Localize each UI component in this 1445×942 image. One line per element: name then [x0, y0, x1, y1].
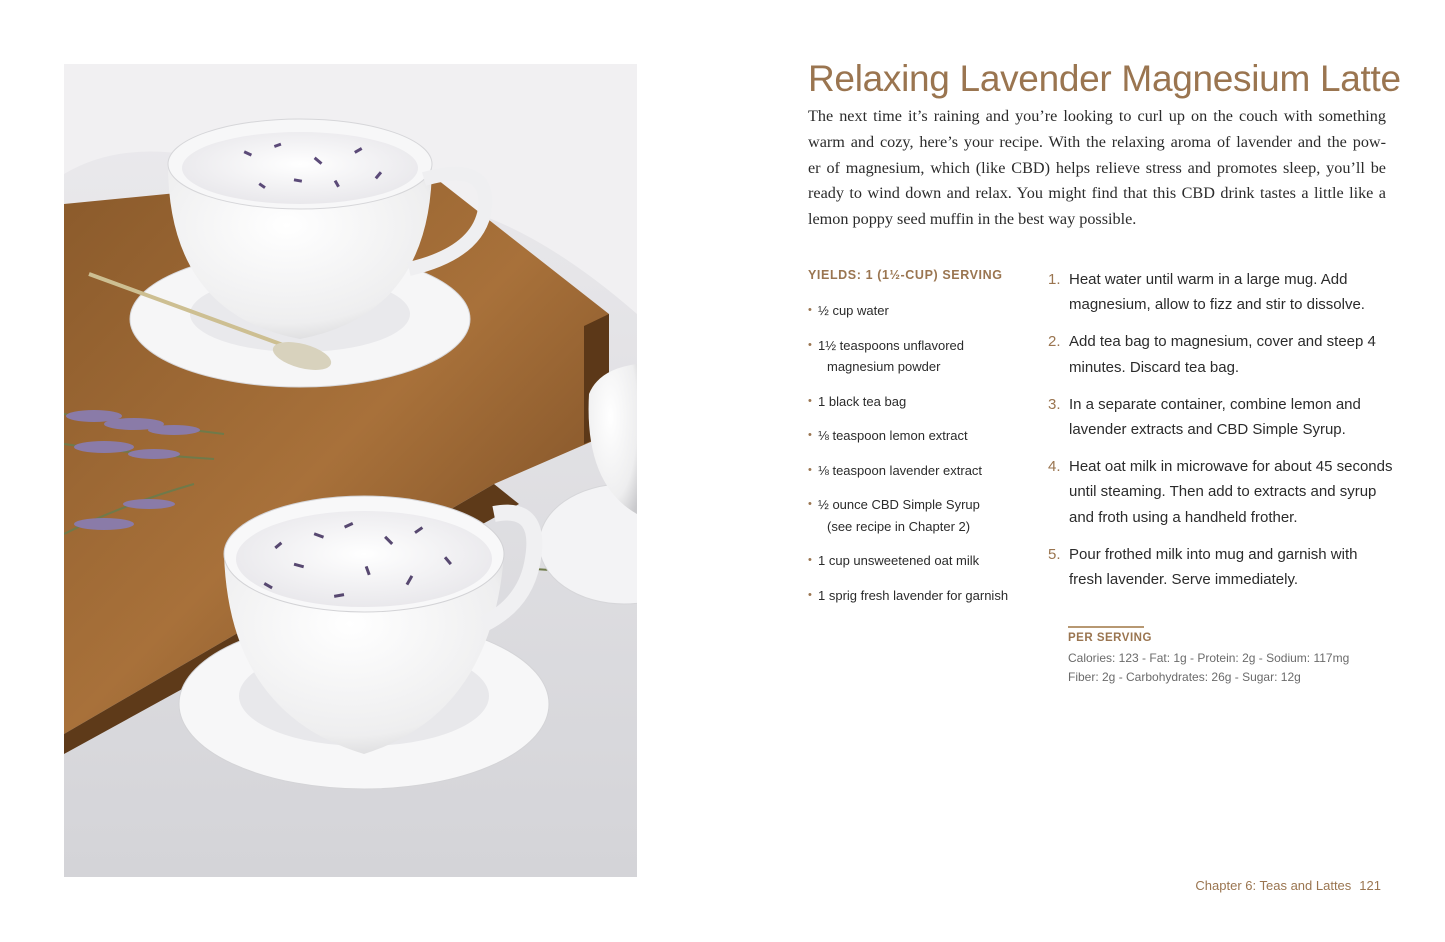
- step-item: 5. Pour frothed milk into mug and garnish with fresh lavender. Serve immediately.: [1048, 542, 1388, 592]
- bullet-icon: •: [808, 588, 812, 601]
- intro-line: lemon poppy seed muffin in the best way possible.: [808, 210, 1137, 229]
- ingredient-item: • ½ cup water: [808, 300, 1028, 322]
- intro-line: ready to wind down and relax. You might find that this CBD drink tastes a little like a: [808, 184, 1386, 203]
- step-number: 2.: [1048, 333, 1061, 351]
- ingredient-item: • 1½ teaspoons unflavored magnesium powder: [808, 335, 1028, 378]
- page-number: 121: [1359, 878, 1381, 893]
- recipe-title: Relaxing Lavender Magnesium Latte: [808, 58, 1401, 99]
- bullet-icon: •: [808, 304, 812, 316]
- recipe-photo: [64, 64, 637, 877]
- intro-line: The next time it’s raining and you’re looking to curl up on the couch with something: [808, 107, 1386, 125]
- step-item: 2. Add tea bag to magnesium, cover and steep 4 minutes. Discard tea bag.: [1048, 329, 1388, 379]
- ingredient-item: • ⅛ teaspoon lemon extract: [808, 425, 1028, 447]
- ingredient-item: • 1 cup unsweetened oat milk: [808, 550, 1028, 572]
- bullet-icon: •: [808, 429, 812, 441]
- intro-line: warm and cozy, here’s your recipe. With the relaxing aroma of lavender and the pow-: [808, 132, 1386, 151]
- bullet-icon: •: [808, 498, 812, 510]
- recipe-intro: [808, 104, 1386, 233]
- nutrition-line: Calories: 123 - Fat: 1g - Protein: 2g - Sodium: 117mg: [1068, 651, 1350, 665]
- ingredient-item: • ⅛ teaspoon lavender extract: [808, 460, 1028, 482]
- intro-line: er of magnesium, which (like CBD) helps relieve stress and promotes sleep, you’ll be: [808, 158, 1386, 177]
- bullet-icon: •: [808, 554, 812, 566]
- yields-heading: YIELDS: 1 (1½-CUP) SERVING: [808, 268, 1003, 282]
- step-item: 1. Heat water until warm in a large mug. Add magnesium, allow to fizz and stir to dissolve.: [1048, 267, 1388, 317]
- bullet-icon: •: [808, 394, 812, 407]
- bullet-icon: •: [808, 463, 812, 476]
- step-item: 4. Heat oat milk in microwave for about 45 seconds until steaming. Then add to extracts and syrup and froth using a handheld frother.: [1048, 454, 1388, 530]
- divider: [1068, 626, 1144, 628]
- chapter-label: Chapter 6: Teas and Lattes: [1195, 878, 1352, 893]
- nutrition-facts: [1068, 649, 1349, 687]
- ingredient-item: • ½ ounce CBD Simple Syrup (see recipe in Chapter 2): [808, 494, 1028, 537]
- photo-illustration: [64, 64, 637, 877]
- step-number: 5.: [1048, 545, 1061, 563]
- nutrition-line: Fiber: 2g - Carbohydrates: 26g - Sugar: 12g: [1068, 670, 1301, 684]
- step-number: 3.: [1048, 395, 1061, 413]
- step-item: 3. In a separate container, combine lemon and lavender extracts and CBD Simple Syrup.: [1048, 392, 1388, 442]
- ingredient-item: • 1 sprig fresh lavender for garnish: [808, 585, 1028, 607]
- page-footer: [1195, 878, 1381, 893]
- ingredient-list: [808, 300, 1028, 619]
- per-serving-heading: PER SERVING: [1068, 632, 1152, 644]
- bullet-icon: •: [808, 338, 812, 351]
- ingredient-item: • 1 black tea bag: [808, 391, 1028, 413]
- step-number: 1.: [1048, 271, 1061, 288]
- step-number: 4.: [1048, 458, 1061, 476]
- instruction-steps: [1048, 267, 1393, 604]
